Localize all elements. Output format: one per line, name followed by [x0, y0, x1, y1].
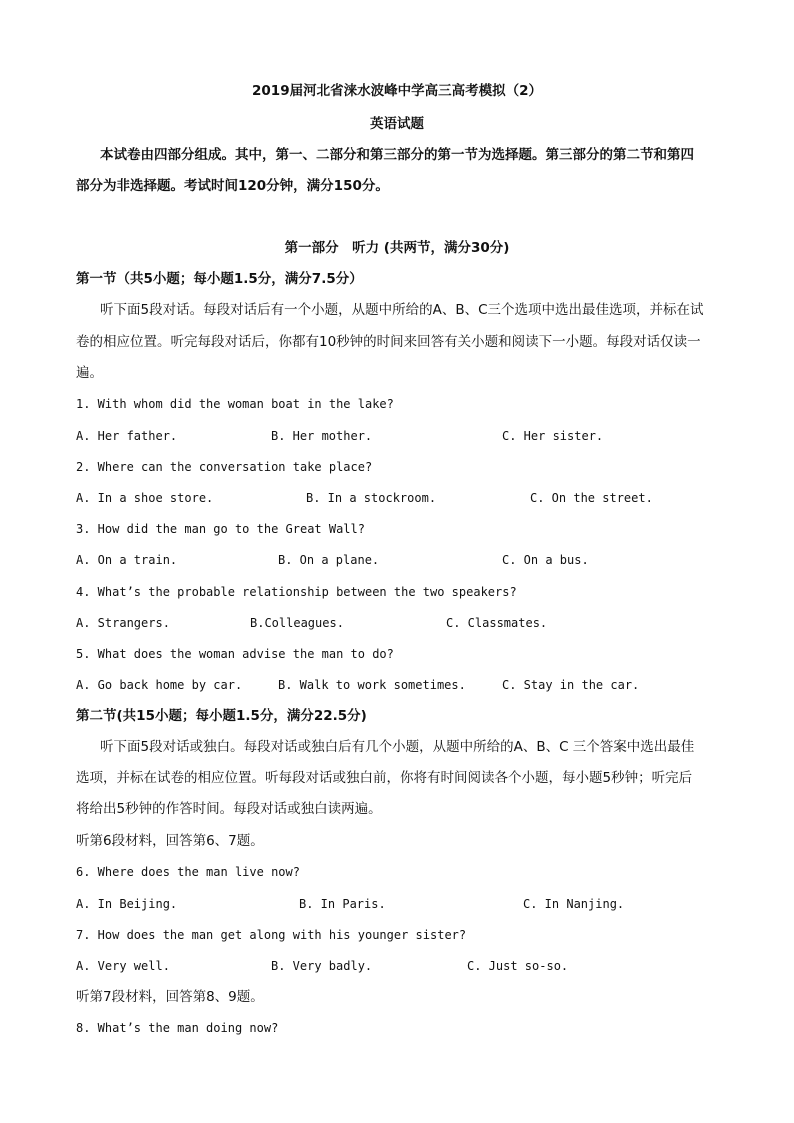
question-stem: 5. What does the woman advise the man to do? [76, 647, 394, 661]
page-subtitle: 英语试题 [370, 116, 424, 132]
question-stem: 4. What’s the probable relationship between the two speakers? [76, 585, 517, 599]
option-a: A. In a shoe store. [76, 491, 214, 505]
option-c: C. Her sister. [502, 429, 604, 443]
section-instructions: 听下面5段对话。每段对话后有一个小题，从题中所给的A、B、C三个选项中选出最佳选项，并标在试 [100, 302, 704, 318]
section-heading: 第一节（共5小题；每小题1.5分，满分7.5分） [76, 271, 363, 287]
page-title: 2019届河北省涞水波峰中学高三高考模拟（2） [252, 83, 542, 99]
section-instructions: 听下面5段对话或独白。每段对话或独白后有几个小题，从题中所给的A、B、C 三个答案中选出最佳 [100, 739, 695, 755]
option-b: B. Walk to work sometimes. [278, 678, 466, 692]
option-b: B. Her mother. [271, 429, 373, 443]
option-c: C. In Nanjing. [523, 897, 625, 911]
section-instructions: 遍。 [76, 365, 103, 381]
section-instructions: 选项，并标在试卷的相应位置。听每段对话或独白前，你将有时间阅读各个小题，每小题5秒钟；听完后 [76, 770, 693, 786]
option-c: C. Classmates. [446, 616, 548, 630]
option-a: A. In Beijing. [76, 897, 178, 911]
material-label: 听第6段材料，回答第6、7题。 [76, 833, 264, 849]
question-stem: 3. How did the man go to the Great Wall? [76, 522, 365, 536]
option-b: B.Colleagues. [250, 616, 344, 630]
question-stem: 2. Where can the conversation take place? [76, 460, 373, 474]
section-instructions: 将给出5秒钟的作答时间。每段对话或独白读两遍。 [76, 801, 382, 817]
part-heading: 第一部分 听力 (共两节，满分30分) [284, 240, 510, 256]
option-a: A. Very well. [76, 959, 170, 973]
option-c: C. On the street. [530, 491, 653, 505]
question-stem: 8. What’s the man doing now? [76, 1021, 279, 1035]
question-stem: 6. Where does the man live now? [76, 865, 300, 879]
option-a: A. Go back home by car. [76, 678, 243, 692]
option-a: A. Strangers. [76, 616, 170, 630]
material-label: 听第7段材料，回答第8、9题。 [76, 989, 264, 1005]
option-b: B. Very badly. [271, 959, 373, 973]
question-stem: 1. With whom did the woman boat in the lake? [76, 397, 394, 411]
option-b: B. On a plane. [278, 553, 380, 567]
option-c: C. On a bus. [502, 553, 589, 567]
option-b: B. In Paris. [299, 897, 386, 911]
section-heading: 第二节(共15小题；每小题1.5分，满分22.5分) [76, 708, 367, 724]
option-a: A. On a train. [76, 553, 178, 567]
option-a: A. Her father. [76, 429, 178, 443]
option-c: C. Just so-so. [467, 959, 569, 973]
section-instructions: 卷的相应位置。听完每段对话后，你都有10秒钟的时间来回答有关小题和阅读下一小题。每段对话仅读一 [76, 334, 701, 350]
option-c: C. Stay in the car. [502, 678, 640, 692]
option-b: B. In a stockroom. [306, 491, 437, 505]
question-stem: 7. How does the man get along with his younger sister? [76, 928, 467, 942]
intro-text: 部分为非选择题。考试时间120分钟，满分150分。 [76, 178, 389, 194]
intro-text: 本试卷由四部分组成。其中，第一、二部分和第三部分的第一节为选择题。第三部分的第二节和第四 [100, 147, 694, 163]
